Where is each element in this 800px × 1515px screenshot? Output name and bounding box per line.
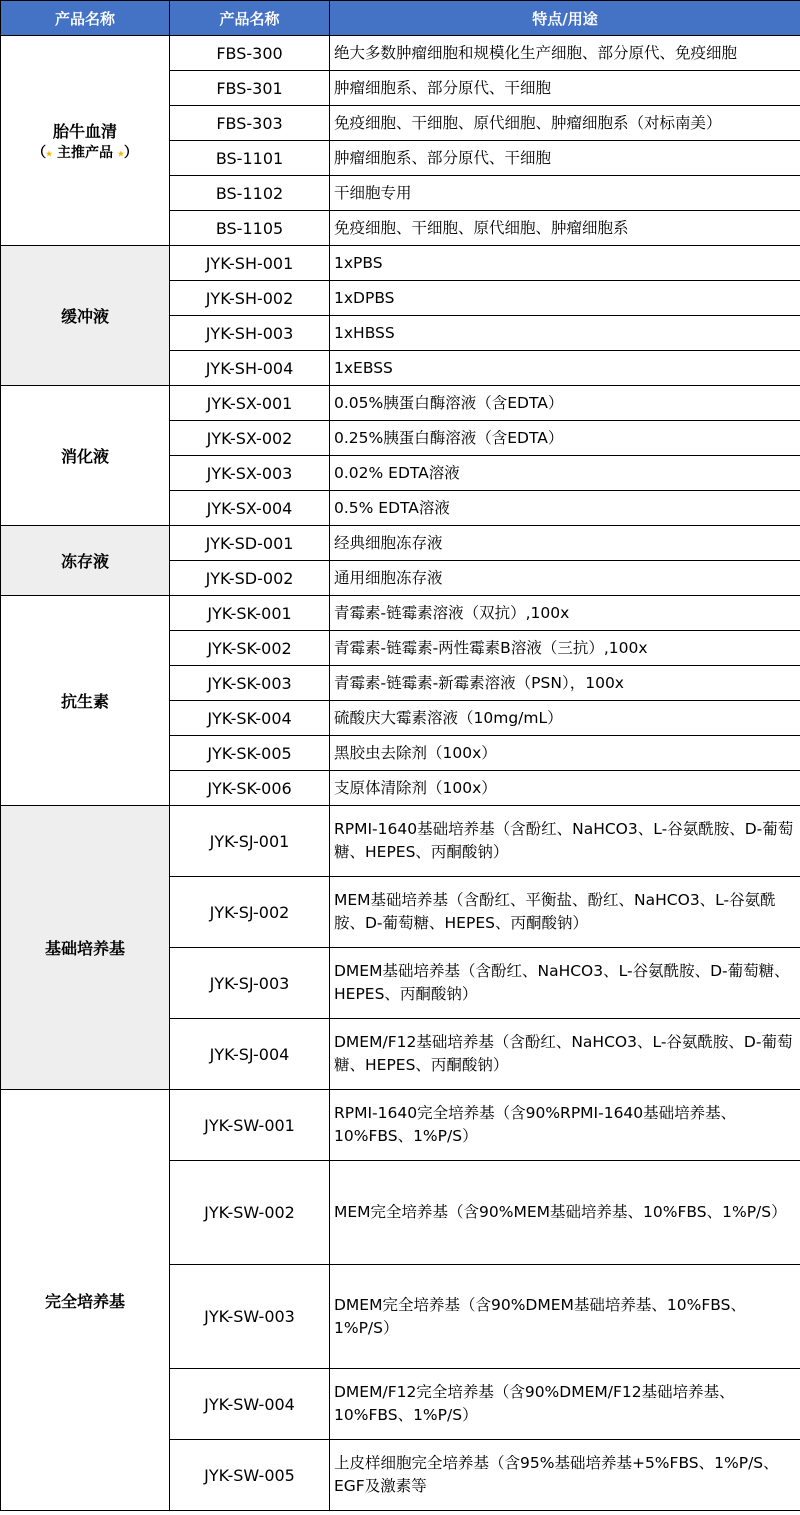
product-description: 1xEBSS [330,351,800,386]
product-code: JYK-SJ-004 [170,1019,330,1090]
table-row [1,246,800,281]
table-row [1,1090,800,1161]
product-description: DMEM/F12完全培养基（含90%DMEM/F12基础培养基、10%FBS、1%P/S） [330,1369,800,1440]
product-description: 上皮样细胞完全培养基（含95%基础培养基+5%FBS、1%P/S、EGF及激素等 [330,1440,800,1511]
product-description: 1xDPBS [330,281,800,316]
product-code: JYK-SX-001 [170,386,330,421]
category-cell [1,1090,170,1511]
product-description: 1xHBSS [330,316,800,351]
category-name: 抗生素 [60,692,109,711]
product-description: 干细胞专用 [330,176,800,211]
product-description: 硫酸庆大霉素溶液（10mg/mL） [330,701,800,736]
product-description: RPMI-1640基础培养基（含酚红、NaHCO3、L-谷氨酰胺、D-葡萄糖、HEPES、丙酮酸钠） [330,806,800,877]
table-row [1,806,800,877]
subtitle-open-paren: （ [32,145,47,161]
product-description: 免疫细胞、干细胞、原代细胞、肿瘤细胞系 [330,211,800,246]
featured-subtitle [1,142,169,162]
product-description: 肿瘤细胞系、部分原代、干细胞 [330,141,800,176]
product-code: JYK-SW-001 [170,1090,330,1161]
product-code: JYK-SJ-003 [170,948,330,1019]
category-name: 消化液 [60,447,109,466]
product-code: BS-1105 [170,211,330,246]
product-description: DMEM完全培养基（含90%DMEM基础培养基、10%FBS、1%P/S） [330,1265,800,1369]
product-code: JYK-SJ-001 [170,806,330,877]
product-description: 通用细胞冻存液 [330,561,800,596]
category-name: 缓冲液 [60,307,109,326]
subtitle-close-paren: ） [123,145,138,161]
product-code: JYK-SK-005 [170,736,330,771]
header-product-code: 产品名称 [170,1,330,36]
category-cell [1,246,170,386]
product-description: 青霉素-链霉素-两性霉素B溶液（三抗）,100x [330,631,800,666]
category-cell [1,806,170,1090]
product-code: JYK-SJ-002 [170,877,330,948]
product-description: 0.5% EDTA溶液 [330,491,800,526]
product-code: JYK-SW-002 [170,1161,330,1265]
product-description: 黑胶虫去除剂（100x） [330,736,800,771]
category-cell [1,386,170,526]
product-description: 0.02% EDTA溶液 [330,456,800,491]
table-row [1,386,800,421]
product-description: 青霉素-链霉素-新霉素溶液（PSN），100x [330,666,800,701]
product-description: 肿瘤细胞系、部分原代、干细胞 [330,71,800,106]
category-name: 完全培养基 [44,1291,125,1311]
category-name: 基础培养基 [44,939,125,958]
product-code: JYK-SK-006 [170,771,330,806]
product-code: JYK-SW-004 [170,1369,330,1440]
product-code: JYK-SD-002 [170,561,330,596]
product-description: 绝大多数肿瘤细胞和规模化生产细胞、部分原代、免疫细胞 [330,36,800,71]
product-description: DMEM/F12基础培养基（含酚红、NaHCO3、L-谷氨酰胺、D-葡萄糖、HEPES、丙酮酸钠） [330,1019,800,1090]
category-cell [1,526,170,596]
product-description: 青霉素-链霉素溶液（双抗）,100x [330,596,800,631]
category-cell [1,596,170,806]
product-description: 1xPBS [330,246,800,281]
product-code: FBS-303 [170,106,330,141]
star-icon: ⭑ [46,147,53,160]
header-row [1,1,800,36]
product-code: JYK-SW-003 [170,1265,330,1369]
featured-label: 主推产品 [52,145,118,161]
header-category: 产品名称 [1,1,170,36]
header-features: 特点/用途 [330,1,800,36]
product-description: 经典细胞冻存液 [330,526,800,561]
category-name: 胎牛血清 [52,122,117,141]
product-description: MEM基础培养基（含酚红、平衡盐、酚红、NaHCO3、L-谷氨酰胺、D-葡萄糖、HEPES、丙酮酸钠） [330,877,800,948]
product-code: JYK-SK-003 [170,666,330,701]
product-code: JYK-SX-004 [170,491,330,526]
product-code: JYK-SD-001 [170,526,330,561]
product-code: JYK-SH-002 [170,281,330,316]
product-description: MEM完全培养基（含90%MEM基础培养基、10%FBS、1%P/S） [330,1161,800,1265]
product-code: JYK-SK-001 [170,596,330,631]
product-code: JYK-SX-003 [170,456,330,491]
table-row [1,596,800,631]
product-code: JYK-SX-002 [170,421,330,456]
product-description: RPMI-1640完全培养基（含90%RPMI-1640基础培养基、10%FBS、1%P/S） [330,1090,800,1161]
category-name: 冻存液 [60,552,109,571]
product-code: BS-1101 [170,141,330,176]
product-code: JYK-SK-002 [170,631,330,666]
product-description: 0.25%胰蛋白酶溶液（含EDTA） [330,421,800,456]
product-code: JYK-SH-004 [170,351,330,386]
table-body [1,36,800,1511]
product-code: BS-1102 [170,176,330,211]
product-description: 0.05%胰蛋白酶溶液（含EDTA） [330,386,800,421]
product-code: JYK-SH-003 [170,316,330,351]
product-code: JYK-SW-005 [170,1440,330,1511]
product-code: FBS-301 [170,71,330,106]
product-code: FBS-300 [170,36,330,71]
product-description: 免疫细胞、干细胞、原代细胞、肿瘤细胞系（对标南美） [330,106,800,141]
table-row [1,36,800,71]
star-icon: ⭑ [117,147,124,160]
product-code: JYK-SK-004 [170,701,330,736]
product-description: DMEM基础培养基（含酚红、NaHCO3、L-谷氨酰胺、D-葡萄糖、HEPES、丙酮酸钠） [330,948,800,1019]
table-row [1,526,800,561]
product-code: JYK-SH-001 [170,246,330,281]
product-description: 支原体清除剂（100x） [330,771,800,806]
category-cell [1,36,170,246]
